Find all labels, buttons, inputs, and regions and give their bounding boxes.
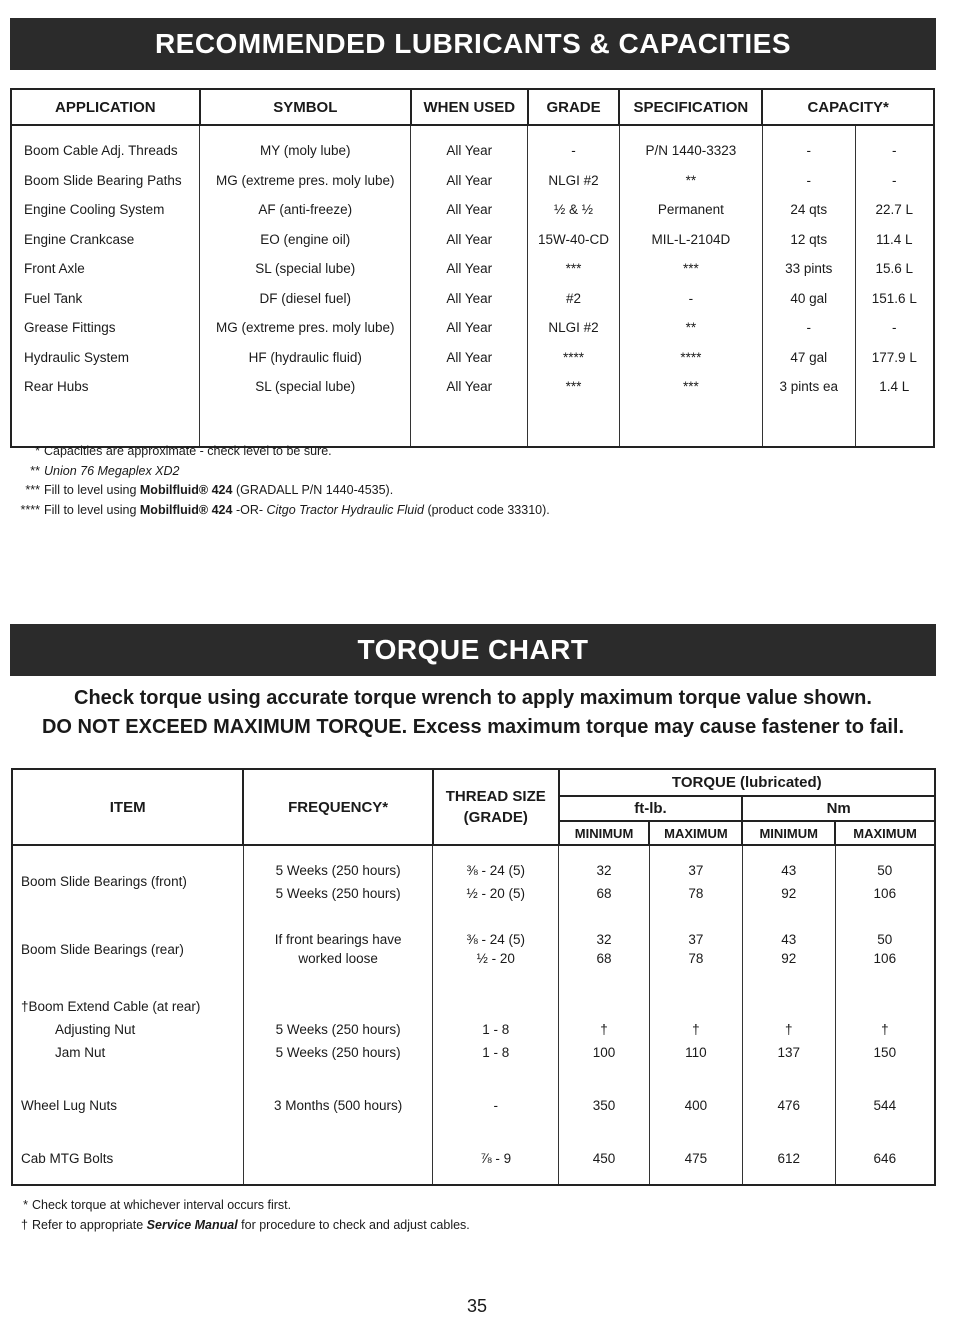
nm-min-cell: 476 [742,1077,835,1133]
frequency-cell [243,981,433,1077]
note-mark: * [35,444,40,458]
header-thread-size [433,769,559,845]
note-brand: Mobilfluid® 424 [139,502,233,517]
torque-value: † [600,1021,608,1037]
nm-min-cell: 612 [742,1133,835,1185]
header-nm-min: MINIMUM [742,821,835,845]
torque-value: 92 [781,951,797,966]
capacity-us-cell: - [762,125,855,166]
frequency-value: worked loose [298,951,378,966]
table-row [12,981,935,1077]
header-ftlb: ft-lb. [559,796,743,821]
torque-warning [10,684,936,742]
application-cell: Boom Slide Bearing Paths [11,166,200,196]
frequency-value: 5 Weeks (250 hours) [275,1021,401,1037]
item-cell: Cab MTG Bolts [12,1133,243,1185]
capacity-us-cell: 40 gal [762,284,855,314]
when-used-cell: All Year [411,166,528,196]
empty-cell [411,402,528,447]
when-used-cell: All Year [411,254,528,284]
application-cell: Grease Fittings [11,313,200,343]
symbol-cell: SL (special lube) [200,254,411,284]
table-row [11,254,934,284]
note-text: Union 76 Megaplex XD2 [44,463,180,478]
lubricants-table [10,88,935,448]
grade-cell: **** [528,343,620,373]
note-service-manual [18,1216,470,1236]
frequency-value: 5 Weeks (250 hours) [275,885,401,901]
ftlb-max-cell [649,917,742,981]
header-symbol: SYMBOL [200,89,411,125]
grade-cell: *** [528,372,620,402]
thread-cell [433,917,559,981]
frequency-value: If front bearings have [274,932,402,947]
capacity-metric-cell: - [855,313,934,343]
ftlb-max-cell: 475 [649,1133,742,1185]
table-row [11,313,934,343]
lubricants-title: RECOMMENDED LUBRICANTS & CAPACITIES [10,18,936,70]
table-row [12,845,935,917]
nm-max-cell: 544 [835,1077,935,1133]
specification-cell: - [619,284,762,314]
torque-value: 78 [688,885,704,901]
note-text: Refer to appropriate [32,1217,144,1232]
application-cell: Fuel Tank [11,284,200,314]
specification-cell: *** [619,372,762,402]
torque-value: † [692,1021,700,1037]
warning-line2 [10,713,936,742]
grade-cell: NLGI #2 [528,313,620,343]
torque-value: 100 [592,1044,616,1060]
frequency-cell [243,917,433,981]
torque-value: 137 [777,1044,800,1060]
capacity-us-cell: 12 qts [762,225,855,255]
torque-value: 68 [596,885,612,901]
when-used-cell: All Year [411,125,528,166]
note-alt-product: Citgo Tractor Hydraulic Fluid [266,502,424,517]
ftlb-min-cell: 350 [559,1077,650,1133]
note-text: -OR- [235,502,264,517]
warning-line1: Check torque using accurate torque wrench to apply maximum torque value shown. [74,687,872,709]
warning-emphasis: DO NOT EXCEED MAXIMUM TORQUE. [41,716,408,738]
symbol-cell: HF (hydraulic fluid) [200,343,411,373]
empty-cell [619,402,762,447]
note-text: (GRADALL P/N 1440-4535). [235,483,394,497]
torque-value: † [881,1021,889,1037]
table-row [11,343,934,373]
header-capacity: CAPACITY* [762,89,934,125]
specification-cell: *** [619,254,762,284]
torque-table [11,768,936,1186]
header-application: APPLICATION [11,89,200,125]
capacity-metric-cell: 22.7 L [855,195,934,225]
symbol-cell: SL (special lube) [200,372,411,402]
note-hydraulic [18,501,550,521]
ftlb-max-cell [649,981,742,1077]
thread-value: ⅜ - 24 (5) [466,932,526,947]
symbol-cell: DF (diesel fuel) [200,284,411,314]
grade-cell: ½ & ½ [528,195,620,225]
capacity-metric-cell: 15.6 L [855,254,934,284]
torque-value: 43 [781,932,797,947]
note-brand: Mobilfluid® 424 [139,483,233,497]
nm-max-cell: 646 [835,1133,935,1185]
thread-cell [433,981,559,1077]
nm-max-cell [835,917,935,981]
torque-value: 32 [596,862,612,878]
when-used-cell: All Year [411,372,528,402]
torque-value: 106 [873,885,897,901]
table-row [11,372,934,402]
capacity-us-cell: 33 pints [762,254,855,284]
capacity-metric-cell: 1.4 L [855,372,934,402]
empty-cell [200,402,411,447]
empty-cell [855,402,934,447]
when-used-cell: All Year [411,284,528,314]
torque-value: 150 [873,1044,897,1060]
nm-max-cell [835,845,935,917]
thread-value: ½ - 20 [476,951,515,966]
empty-cell [762,402,855,447]
note-mark: † [21,1217,28,1232]
header-nm: Nm [742,796,935,821]
symbol-cell: MG (extreme pres. moly lube) [200,313,411,343]
torque-value: 78 [688,951,704,966]
ftlb-min-cell: 450 [559,1133,650,1185]
thread-value: 1 - 8 [482,1021,510,1037]
thread-value: ⅜ - 24 (5) [466,862,526,878]
note-text: for procedure to check and adjust cables. [241,1217,470,1232]
grade-cell: *** [528,254,620,284]
thread-value: 1 - 8 [482,1044,510,1060]
nm-min-cell [742,917,835,981]
when-used-cell: All Year [411,225,528,255]
table-row [11,125,934,166]
symbol-cell: EO (engine oil) [200,225,411,255]
capacity-us-cell: 47 gal [762,343,855,373]
note-capacity [18,442,550,462]
note-mark: * [23,1198,28,1212]
header-ftlb-max: MAXIMUM [649,821,742,845]
header-frequency: FREQUENCY* [243,769,433,845]
thread-cell [433,845,559,917]
when-used-cell: All Year [411,313,528,343]
torque-value: 110 [685,1044,707,1060]
item-cell: Wheel Lug Nuts [12,1077,243,1133]
ftlb-min-cell [559,981,650,1077]
symbol-cell: AF (anti-freeze) [200,195,411,225]
frequency-value: 5 Weeks (250 hours) [275,1044,401,1060]
torque-title: TORQUE CHART [10,624,936,676]
note-mobilfluid [18,481,550,501]
application-cell: Engine Crankcase [11,225,200,255]
specification-cell: Permanent [619,195,762,225]
application-cell: Front Axle [11,254,200,284]
capacity-us-cell: - [762,313,855,343]
ftlb-max-cell: 400 [649,1077,742,1133]
frequency-cell: 3 Months (500 hours) [243,1077,433,1133]
ftlb-min-cell [559,845,650,917]
application-cell: Rear Hubs [11,372,200,402]
ftlb-min-cell [559,917,650,981]
symbol-cell: MG (extreme pres. moly lube) [200,166,411,196]
item-value: †Boom Extend Cable (at rear) [21,998,201,1014]
note-text: Fill to level using [44,502,137,517]
thread-cell: ⅞ - 9 [433,1133,559,1185]
torque-value: 37 [688,932,704,947]
note-emphasis: Service Manual [146,1217,238,1232]
application-cell: Engine Cooling System [11,195,200,225]
page-number: 35 [466,1296,488,1316]
item-cell: Boom Slide Bearings (rear) [12,917,243,981]
ftlb-max-cell [649,845,742,917]
note-text: (product code 33310). [427,502,550,517]
when-used-cell: All Year [411,343,528,373]
table-row [12,917,935,981]
note-mark: **** [20,502,40,517]
grade-cell: 15W-40-CD [528,225,620,255]
specification-cell: ** [619,313,762,343]
application-cell: Hydraulic System [11,343,200,373]
note-text: Capacities are approximate - check level to be sure. [44,444,332,458]
torque-value: 106 [873,951,897,966]
frequency-cell [243,1133,433,1185]
table-row [12,1077,935,1133]
frequency-cell [243,845,433,917]
table-row [11,225,934,255]
empty-cell [11,402,200,447]
torque-value: 50 [877,932,893,947]
grade-cell: #2 [528,284,620,314]
note-union76 [18,462,550,482]
header-when-used: WHEN USED [411,89,528,125]
torque-value: 68 [596,951,612,966]
table-row [11,195,934,225]
item-subvalue: Jam Nut [55,1044,106,1060]
frequency-value: 5 Weeks (250 hours) [275,862,401,878]
specification-cell: ** [619,166,762,196]
table-filler-row [11,402,934,447]
capacity-metric-cell: - [855,125,934,166]
thread-value: ½ - 20 (5) [466,885,526,901]
symbol-cell: MY (moly lube) [200,125,411,166]
specification-cell: MIL-L-2104D [619,225,762,255]
application-cell: Boom Cable Adj. Threads [11,125,200,166]
header-grade: GRADE [528,89,620,125]
torque-value: 43 [781,862,797,878]
nm-min-cell [742,845,835,917]
table-row [11,166,934,196]
torque-value: 32 [596,932,612,947]
header-ftlb-min: MINIMUM [559,821,650,845]
grade-cell: - [528,125,620,166]
specification-cell: **** [619,343,762,373]
header-grade-label: (GRADE) [463,809,528,826]
thread-cell: - [433,1077,559,1133]
capacity-metric-cell: 11.4 L [855,225,934,255]
item-cell: Boom Slide Bearings (front) [12,845,243,917]
capacity-us-cell: - [762,166,855,196]
capacity-metric-cell: 151.6 L [855,284,934,314]
specification-cell: P/N 1440-3323 [619,125,762,166]
item-cell [12,981,243,1077]
header-item: ITEM [12,769,243,845]
empty-cell [528,402,620,447]
torque-notes [18,1196,470,1235]
capacity-us-cell: 24 qts [762,195,855,225]
note-mark: ** [30,463,40,478]
capacity-metric-cell: 177.9 L [855,343,934,373]
torque-value: 37 [688,862,704,878]
header-torque: TORQUE (lubricated) [559,769,935,796]
header-specification: SPECIFICATION [619,89,762,125]
header-thread-size-label: THREAD SIZE [445,788,546,805]
nm-max-cell [835,981,935,1077]
note-text: Check torque at whichever interval occurs first. [32,1198,292,1212]
torque-value: 92 [781,885,797,901]
note-mark: *** [25,483,40,497]
capacity-metric-cell: - [855,166,934,196]
item-subvalue: Adjusting Nut [55,1021,136,1037]
when-used-cell: All Year [411,195,528,225]
grade-cell: NLGI #2 [528,166,620,196]
table-row [12,1133,935,1185]
torque-value: † [784,1021,793,1037]
note-interval [18,1196,470,1216]
capacity-us-cell: 3 pints ea [762,372,855,402]
torque-value: 50 [877,862,893,878]
note-text: Fill to level using [44,483,137,497]
table-row [11,284,934,314]
warning-rest: Excess maximum torque may cause fastener to fail. [412,716,905,738]
nm-min-cell [742,981,835,1077]
lubricants-header-row [11,89,934,125]
header-nm-max: MAXIMUM [835,821,935,845]
lubricants-notes [18,442,550,520]
